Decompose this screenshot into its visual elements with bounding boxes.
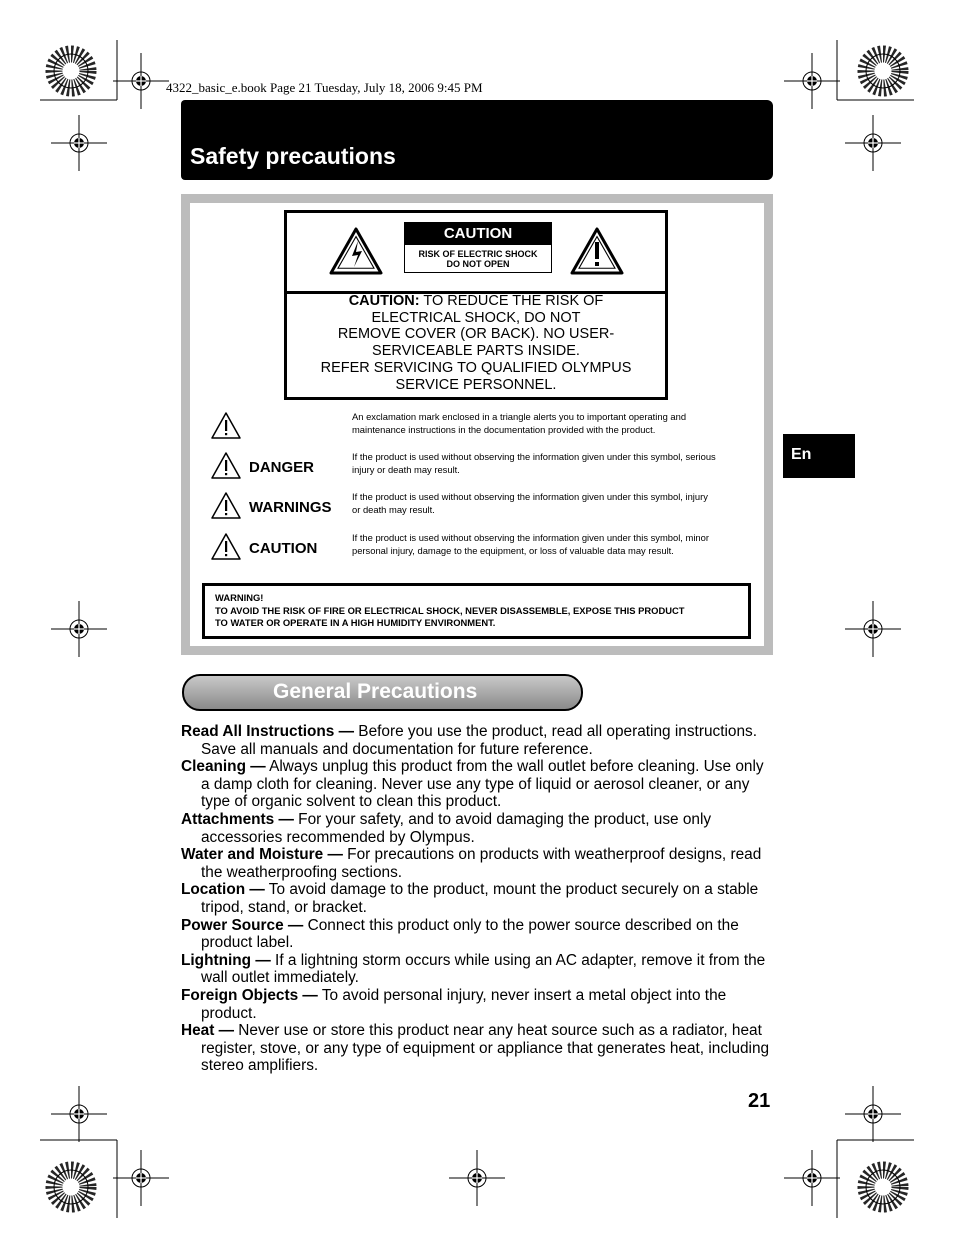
symbol-description — [352, 411, 752, 436]
symbol-description-line2: or death may result. — [352, 503, 435, 515]
item-text: To avoid damage to the product, mount the product securely on a stable tripod, stand, or bracket. — [201, 881, 759, 916]
warning-box — [202, 583, 751, 639]
caution-label — [404, 222, 552, 273]
caution-line6: SERVICE PERSONNEL. — [395, 376, 557, 393]
exclamation-triangle-icon — [210, 491, 242, 521]
item-term: Power Source — — [181, 916, 304, 934]
list-item — [181, 846, 773, 881]
symbol-description-line1: If the product is used without observing the information given under this symbol, minor — [352, 532, 709, 543]
caution-symbol-label: CAUTION — [249, 540, 318, 557]
exclamation-triangle-icon — [210, 532, 242, 562]
exclamation-triangle-icon — [210, 411, 242, 441]
caution-line4: SERVICEABLE PARTS INSIDE. — [372, 343, 580, 360]
symbol-description — [352, 491, 752, 516]
item-text: For your safety, and to avoid damaging the product, use only accessories recommended by Olympus. — [201, 810, 712, 846]
item-text: For precautions on products with weatherproof designs, read the weatherproofing sections. — [201, 846, 762, 881]
symbol-row-caution — [208, 532, 753, 562]
symbol-description — [352, 532, 752, 557]
electric-shock-triangle-icon — [328, 226, 384, 276]
item-term: Lightning — — [181, 951, 271, 969]
list-item — [181, 1022, 773, 1075]
item-term: Location — — [181, 881, 265, 899]
symbol-description-line2: maintenance instructions in the documentation provided with the product. — [352, 423, 656, 435]
caution-line1: TO REDUCE THE RISK OF — [419, 293, 604, 309]
item-term: Water and Moisture — — [181, 846, 343, 864]
list-item — [181, 758, 773, 811]
list-item — [181, 952, 773, 987]
warning-heading: WARNING! — [215, 592, 264, 603]
language-tab — [783, 434, 855, 478]
caution-box-header — [287, 213, 665, 294]
item-text: Connect this product only to the power source described on the product label. — [201, 916, 739, 952]
caution-label-sub — [405, 249, 551, 269]
danger-label: DANGER — [249, 459, 315, 476]
item-text: Before you use the product, read all operating instructions. Save all manuals and documentation for future reference. — [201, 723, 757, 758]
list-item — [181, 881, 773, 916]
item-term: Cleaning — — [181, 758, 266, 776]
item-term: Attachments — — [181, 810, 294, 828]
page-title: Safety precautions — [190, 143, 396, 169]
symbol-description-line2: personal injury, damage to the equipment, or loss of valuable data may result. — [352, 544, 674, 556]
item-term: Read All Instructions — — [181, 723, 355, 740]
general-precautions-banner — [182, 674, 583, 711]
item-text: To avoid personal injury, never insert a metal object into the product. — [201, 986, 727, 1022]
list-item — [181, 987, 773, 1022]
symbol-description-line1: An exclamation mark enclosed in a triangle alerts you to important operating and — [352, 411, 687, 422]
item-text: Never use or store this product near any heat source such as a radiator, heat register, stove, or any type of equipment or appliance that generates heat, including stereo amplifiers. — [201, 1022, 770, 1075]
exclamation-triangle-icon — [569, 226, 625, 276]
symbol-description-line1: If the product is used without observing the information given under this symbol, injury — [352, 491, 708, 502]
caution-line5: REFER SERVICING TO QUALIFIED OLYMPUS — [320, 359, 632, 376]
caution-lead: CAUTION: — [348, 293, 420, 309]
caution-label-sub-line2: DO NOT OPEN — [446, 259, 510, 269]
caution-line3: REMOVE COVER (OR BACK). NO USER- — [337, 326, 615, 343]
page-number: 21 — [748, 1090, 771, 1112]
exclamation-triangle-icon — [210, 451, 242, 481]
list-item — [181, 917, 773, 952]
print-header: 4322_basic_e.book Page 21 Tuesday, July 18, 2006 9:45 PM — [166, 80, 483, 95]
title-bar — [181, 100, 773, 180]
item-term: Foreign Objects — — [181, 986, 318, 1004]
symbol-row-warnings — [208, 491, 753, 521]
caution-label-heading: CAUTION — [405, 223, 551, 245]
general-precautions-heading: General Precautions — [273, 680, 478, 703]
symbol-description-line2: injury or death may result. — [352, 463, 460, 475]
list-item — [181, 723, 773, 758]
caution-box — [284, 210, 668, 400]
symbol-row-danger — [208, 451, 753, 481]
warning-line2: TO AVOID THE RISK OF FIRE OR ELECTRICAL SHOCK, NEVER DISASSEMBLE, EXPOSE THIS PRODUCT — [215, 604, 685, 616]
warning-line3: TO WATER OR OPERATE IN A HIGH HUMIDITY ENVIRONMENT. — [215, 617, 496, 628]
caution-text — [287, 293, 665, 393]
general-precautions-list — [181, 723, 773, 1075]
symbol-row-exclamation — [208, 411, 753, 441]
symbol-description — [352, 451, 752, 476]
list-item — [181, 811, 773, 846]
language-tab-label: En — [791, 446, 812, 463]
item-text: If a lightning storm occurs while using an AC adapter, remove it from the wall outlet immediately. — [201, 951, 766, 987]
symbol-description-line1: If the product is used without observing the information given under this symbol, serious — [352, 451, 716, 462]
caution-label-sub-line1: RISK OF ELECTRIC SHOCK — [418, 249, 538, 259]
item-text: Always unplug this product from the wall outlet before cleaning. Use only a damp cloth for cleaning. Never use any type of liquid or aerosol cleaner, or any type of organic solvent to clean this product. — [201, 758, 764, 811]
caution-line2: ELECTRICAL SHOCK, DO NOT — [371, 309, 581, 326]
item-term: Heat — — [181, 1022, 235, 1040]
warnings-label: WARNINGS — [249, 499, 332, 516]
